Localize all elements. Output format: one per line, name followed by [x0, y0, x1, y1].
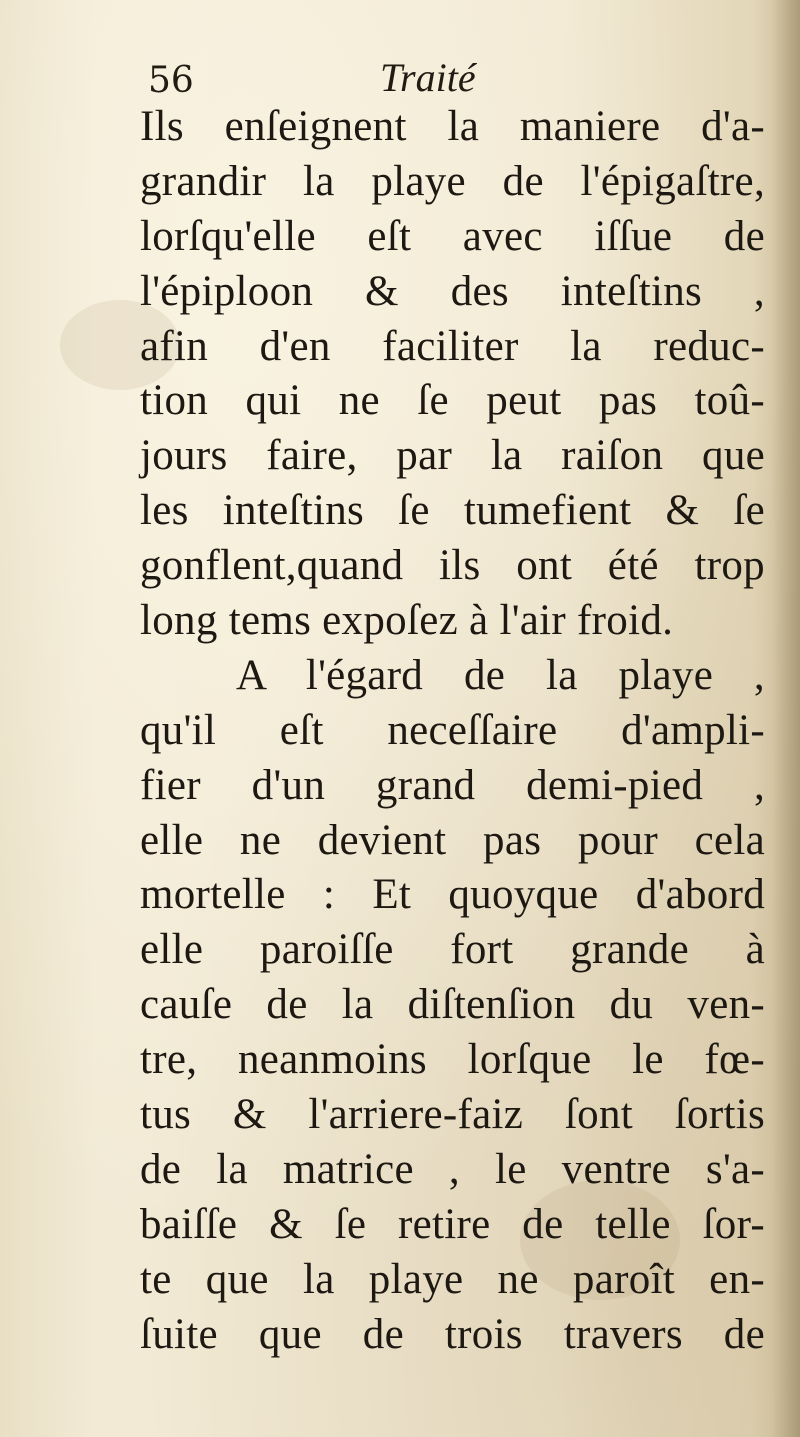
- running-title: Traité: [380, 55, 476, 100]
- text-line: grandir la playe de l'épigaſtre,: [140, 157, 765, 205]
- gutter-shadow: [772, 0, 800, 1437]
- text-line: ſuite que de trois travers de: [140, 1310, 765, 1358]
- text-line: de la matrice , le ventre s'a-: [140, 1145, 765, 1193]
- text-line: qu'il eſt neceſſaire d'ampli-: [140, 706, 765, 754]
- text-line: Ils enſeignent la maniere d'a-: [140, 103, 765, 150]
- text-line: tre, neanmoins lorſque le fœ-: [140, 1036, 765, 1084]
- text-line: tus & l'arriere-faiz ſont ſortis: [140, 1091, 765, 1139]
- text-line: afin d'en faciliter la reduc-: [140, 322, 765, 370]
- text-line: jours faire, par la raiſon que: [140, 432, 765, 480]
- text-line: long tems expoſez à l'air froid.: [140, 597, 674, 645]
- text-line: te que la playe ne paroît en-: [140, 1255, 765, 1303]
- page-number: 56: [148, 60, 194, 101]
- text-line-indented: A l'égard de la playe ,: [236, 651, 765, 699]
- text-line: cauſe de la diſtenſion du ven-: [140, 981, 765, 1029]
- text-line: baiſſe & ſe retire de telle ſor-: [140, 1200, 765, 1248]
- text-line: fier d'un grand demi-pied ,: [140, 761, 765, 809]
- text-line: les inteſtins ſe tumefient & ſe: [140, 487, 765, 535]
- text-line: l'épiploon & des inteſtins ,: [140, 267, 765, 315]
- text-line: elle ne devient pas pour cela: [140, 816, 765, 864]
- text-line: tion qui ne ſe peut pas toû-: [140, 377, 765, 425]
- text-line: gonflent,quand ils ont été trop: [140, 542, 765, 590]
- body-text: [140, 100, 765, 1362]
- text-line: lorſqu'elle eſt avec iſſue de: [140, 212, 765, 260]
- text-line: mortelle : Et quoyque d'abord: [140, 871, 765, 919]
- text-line: elle paroiſſe fort grande à: [140, 926, 765, 974]
